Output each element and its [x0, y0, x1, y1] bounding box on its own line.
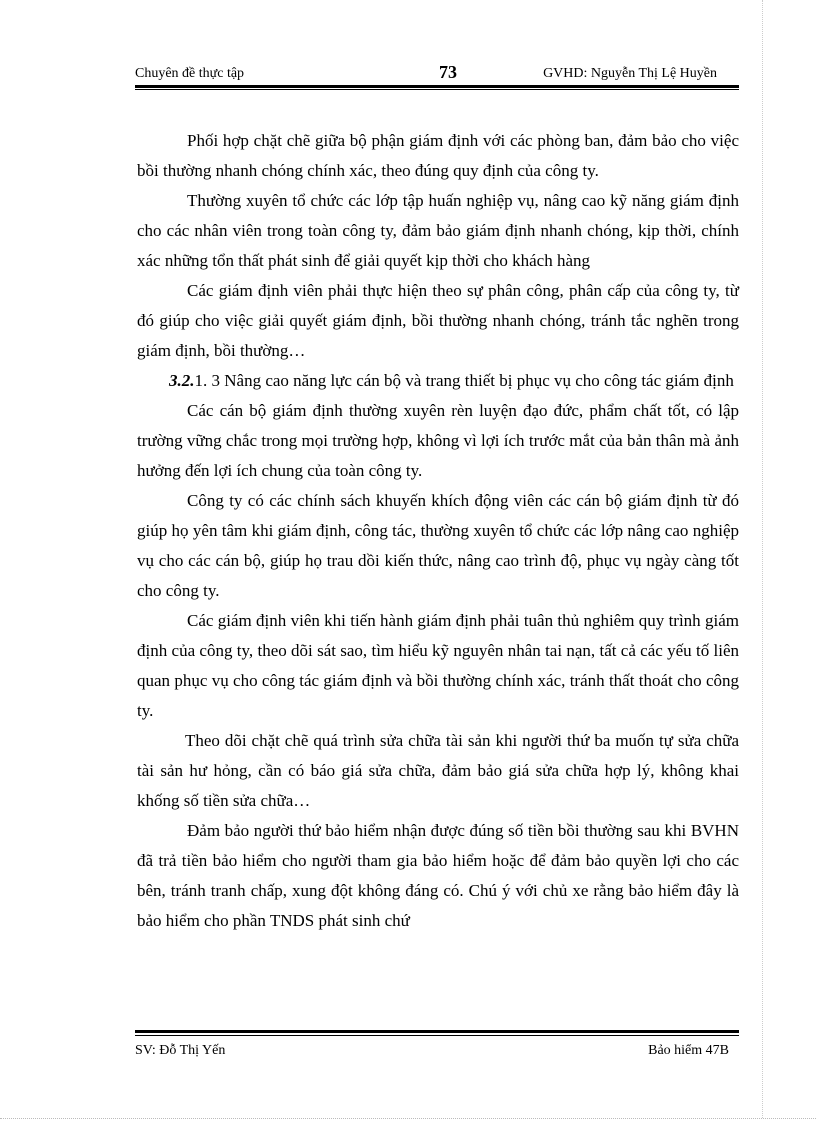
page-margin-guide — [762, 0, 763, 1118]
footer-student: SV: Đỗ Thị Yến — [135, 1043, 226, 1058]
section-title: Nâng cao năng lực cán bộ và trang thiết bị phục vụ cho công tác giám định — [220, 371, 734, 390]
page-header — [135, 62, 739, 86]
header-rule — [135, 85, 739, 90]
paragraph: Đảm bảo người thứ bảo hiểm nhận được đúng số tiền bồi thường sau khi BVHN đã trả tiền bảo hiểm cho người tham gia bảo hiểm hoặc để đảm bảo quyền lợi cho các bên, tránh tranh chấp, xung đột không đáng có. Chú ý với chủ xe rằng bảo hiểm đây là bảo hiểm cho phần TNDS phát sinh chứ — [137, 821, 739, 930]
section-heading — [137, 366, 739, 396]
paragraph: Theo dõi chặt chẽ quá trình sửa chữa tài sản khi người thứ ba muốn tự sửa chữa tài sản hư hỏng, cần có báo giá sửa chữa, đảm bảo giá sửa chữa hợp lý, không khai khống số tiền sửa chữa… — [137, 731, 739, 810]
paragraph: Công ty có các chính sách khuyến khích động viên các cán bộ giám định từ đó giúp họ yên tâm khi giám định, công tác, thường xuyên tổ chức các lớp nâng cao nghiệp vụ cho các cán bộ, giúp họ trau dồi kiến thức, nâng cao trình độ, phục vụ ngày càng tốt cho công ty. — [137, 491, 739, 600]
paragraph: Thường xuyên tổ chức các lớp tập huấn nghiệp vụ, nâng cao kỹ năng giám định cho các nhân viên trong toàn công ty, đảm bảo giám định nhanh chóng, kịp thời, chính xác những tổn thất phát sinh để giải quyết kịp thời cho khách hàng — [137, 191, 739, 270]
page-number: 73 — [439, 62, 457, 82]
paragraph: Các cán bộ giám định thường xuyên rèn luyện đạo đức, phẩm chất tốt, có lập trường vững chắc trong mọi trường hợp, không vì lợi ích trước mắt của bản thân mà ảnh hưởng đến lợi ích chung của toàn công ty. — [137, 401, 739, 480]
footer-rule — [135, 1030, 739, 1036]
section-number-rest: 1. 3 — [194, 371, 220, 390]
paragraph: Các giám định viên khi tiến hành giám định phải tuân thủ nghiêm quy trình giám định của công ty, theo dõi sát sao, tìm hiểu kỹ nguyên nhân tai nạn, tất cả các yếu tố liên quan phục vụ cho công tác giám định và bồi thường chính xác, tránh thất thoát cho công ty. — [137, 611, 739, 720]
header-course-title: Chuyên đề thực tập — [135, 66, 245, 81]
paragraph: Phối hợp chặt chẽ giữa bộ phận giám định với các phòng ban, đảm bảo cho việc bồi thường nhanh chóng chính xác, theo đúng quy định của công ty. — [137, 131, 739, 180]
paragraph: Các giám định viên phải thực hiện theo sự phân công, phân cấp của công ty, từ đó giúp cho việc giải quyết giám định, bồi thường nhanh chóng, tránh tắc nghẽn trong giám định, bồi thường… — [137, 281, 739, 360]
page-edge-guide — [0, 1118, 816, 1119]
header-supervisor: GVHD: Nguyễn Thị Lệ Huyền — [543, 66, 717, 81]
section-number-bold: 3.2. — [169, 371, 195, 390]
document-body — [137, 126, 739, 936]
footer-class: Bảo hiểm 47B — [648, 1043, 729, 1058]
